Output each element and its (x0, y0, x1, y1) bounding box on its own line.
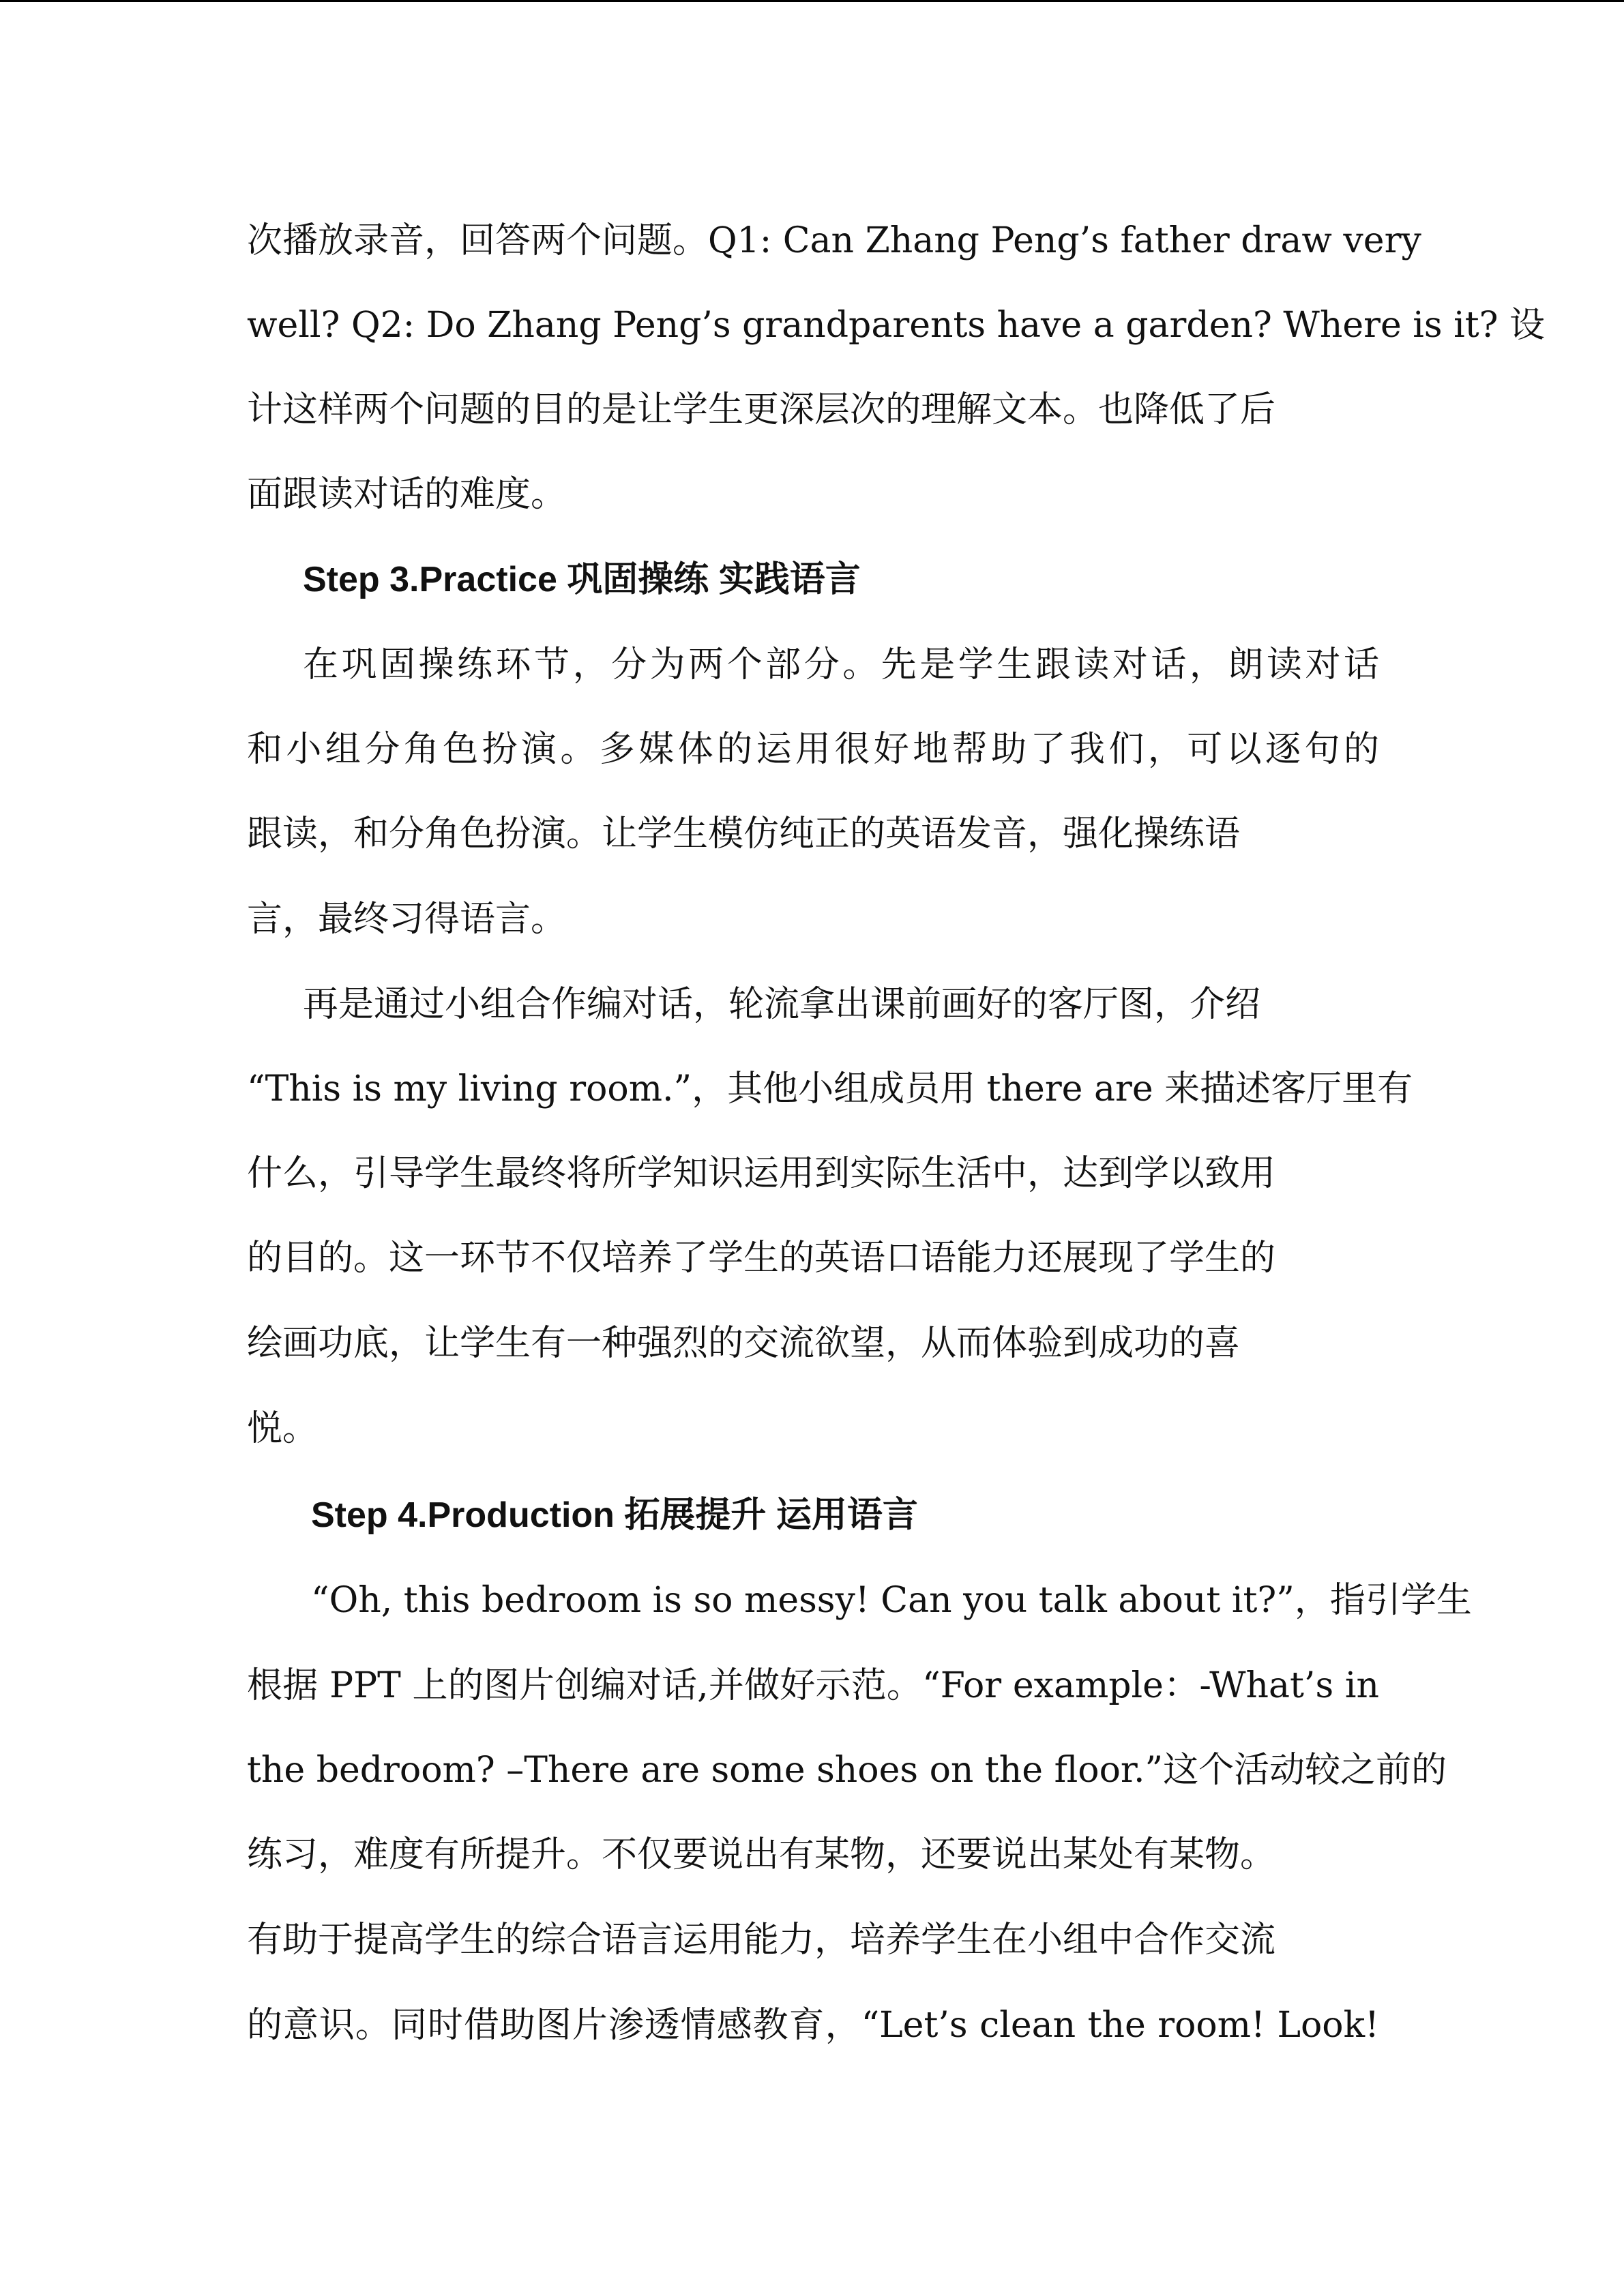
section-heading-step-4: Step 4.Production 拓展提升 运用语言 (311, 1495, 918, 1535)
text-line: 练习，难度有所提升。不仅要说出有某物，还要说出某处有某物。 (247, 1834, 1276, 1875)
text-line: “Oh, this bedroom is so messy! Can you talk about it?”，指引学生 (311, 1580, 1472, 1621)
text-line: “This is my living room.”，其他小组成员用 there are 来描述客厅里有 (247, 1069, 1413, 1109)
text-line: 根据 PPT 上的图片创编对话,并做好示范。“For example：-What’s in (247, 1665, 1379, 1706)
text-line: 再是通过小组合作编对话，轮流拿出课前画好的客厅图，介绍 (303, 984, 1261, 1025)
text-line: 有助于提高学生的综合语言运用能力，培养学生在小组中合作交流 (247, 1920, 1276, 1960)
text-line: 言，最终习得语言。 (247, 899, 567, 940)
text-line: 在巩固操练环节，分为两个部分。先是学生跟读对话，朗读对话 (303, 644, 1379, 685)
text-line: 和小组分角色扮演。多媒体的运用很好地帮助了我们，可以逐句的 (247, 729, 1379, 770)
text-line: 的目的。这一环节不仅培养了学生的英语口语能力还展现了学生的 (247, 1238, 1276, 1279)
text-line: 面跟读对话的难度。 (247, 474, 567, 515)
section-heading-step-3: Step 3.Practice 巩固操练 实践语言 (303, 560, 861, 599)
text-line: 的意识。同时借助图片渗透情感教育，“Let’s clean the room! Look! (247, 2005, 1379, 2046)
text-line: 绘画功底，让学生有一种强烈的交流欲望，从而体验到成功的喜 (247, 1323, 1241, 1364)
page-top-border (0, 0, 1624, 2)
text-line: 次播放录音，回答两个问题。Q1: Can Zhang Peng’s father draw very (247, 220, 1421, 261)
text-line: 跟读，和分角色扮演。让学生模仿纯正的英语发音，强化操练语 (247, 814, 1241, 854)
text-line: 计这样两个问题的目的是让学生更深层次的理解文本。也降低了后 (247, 389, 1276, 430)
text-line: 什么，引导学生最终将所学知识运用到实际生活中，达到学以致用 (247, 1153, 1276, 1194)
text-line: well? Q2: Do Zhang Peng’s grandparents have a garden? Where is it? 设 (247, 305, 1546, 346)
text-line: the bedroom? –There are some shoes on the floor.”这个活动较之前的 (247, 1750, 1447, 1791)
text-line: 悦。 (247, 1408, 319, 1449)
